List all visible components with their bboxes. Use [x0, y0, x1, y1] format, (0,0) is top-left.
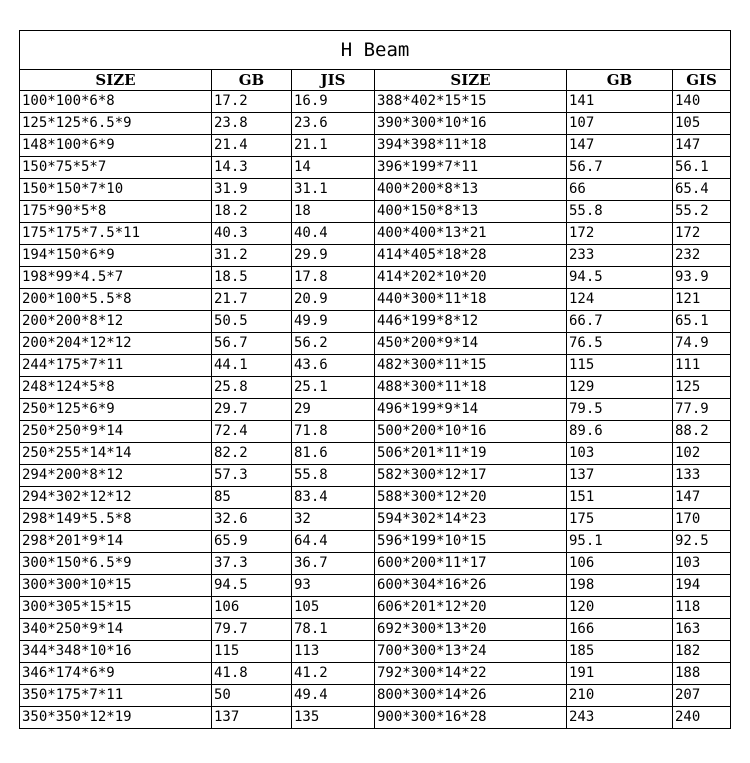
cell-size-left: 300*150*6.5*9 [20, 553, 212, 575]
cell-gb-right: 233 [567, 245, 673, 267]
cell-size-right: 800*300*14*26 [375, 685, 567, 707]
cell-gis: 74.9 [673, 333, 731, 355]
cell-size-left: 350*175*7*11 [20, 685, 212, 707]
cell-gis: 163 [673, 619, 731, 641]
cell-jis: 41.2 [292, 663, 375, 685]
cell-gb-right: 185 [567, 641, 673, 663]
table-row [20, 707, 731, 729]
cell-gb-left: 31.9 [212, 179, 292, 201]
cell-jis: 14 [292, 157, 375, 179]
cell-jis: 31.1 [292, 179, 375, 201]
cell-gb-left: 65.9 [212, 531, 292, 553]
cell-size-left: 125*125*6.5*9 [20, 113, 212, 135]
cell-size-left: 148*100*6*9 [20, 135, 212, 157]
cell-size-right: 488*300*11*18 [375, 377, 567, 399]
cell-gb-right: 115 [567, 355, 673, 377]
cell-gis: 118 [673, 597, 731, 619]
cell-gis: 65.1 [673, 311, 731, 333]
cell-gb-left: 94.5 [212, 575, 292, 597]
cell-jis: 20.9 [292, 289, 375, 311]
cell-size-left: 346*174*6*9 [20, 663, 212, 685]
cell-gis: 147 [673, 135, 731, 157]
table-row [20, 619, 731, 641]
cell-gis: 188 [673, 663, 731, 685]
cell-jis: 23.6 [292, 113, 375, 135]
cell-gb-left: 23.8 [212, 113, 292, 135]
cell-size-left: 194*150*6*9 [20, 245, 212, 267]
cell-gis: 125 [673, 377, 731, 399]
cell-size-left: 250*125*6*9 [20, 399, 212, 421]
cell-size-right: 700*300*13*24 [375, 641, 567, 663]
cell-gb-right: 66.7 [567, 311, 673, 333]
cell-gb-left: 37.3 [212, 553, 292, 575]
cell-size-left: 244*175*7*11 [20, 355, 212, 377]
cell-jis: 135 [292, 707, 375, 729]
cell-jis: 16.9 [292, 91, 375, 113]
cell-size-right: 440*300*11*18 [375, 289, 567, 311]
cell-size-right: 600*200*11*17 [375, 553, 567, 575]
table-title: H Beam [20, 31, 731, 70]
cell-size-right: 400*200*8*13 [375, 179, 567, 201]
cell-size-left: 300*300*10*15 [20, 575, 212, 597]
cell-gb-right: 198 [567, 575, 673, 597]
cell-gis: 92.5 [673, 531, 731, 553]
header-jis: JIS [292, 70, 375, 91]
cell-jis: 25.1 [292, 377, 375, 399]
cell-gis: 140 [673, 91, 731, 113]
table-row [20, 113, 731, 135]
cell-gb-left: 21.4 [212, 135, 292, 157]
cell-size-right: 582*300*12*17 [375, 465, 567, 487]
cell-gis: 65.4 [673, 179, 731, 201]
cell-gb-right: 66 [567, 179, 673, 201]
cell-gb-right: 56.7 [567, 157, 673, 179]
table-row [20, 377, 731, 399]
cell-gis: 147 [673, 487, 731, 509]
title-row [20, 31, 731, 70]
cell-gb-left: 57.3 [212, 465, 292, 487]
cell-gb-right: 141 [567, 91, 673, 113]
cell-gb-left: 56.7 [212, 333, 292, 355]
cell-size-right: 496*199*9*14 [375, 399, 567, 421]
cell-size-left: 250*255*14*14 [20, 443, 212, 465]
cell-jis: 71.8 [292, 421, 375, 443]
cell-jis: 83.4 [292, 487, 375, 509]
cell-jis: 40.4 [292, 223, 375, 245]
header-row [20, 70, 731, 91]
cell-gb-left: 85 [212, 487, 292, 509]
table-row [20, 399, 731, 421]
cell-gb-right: 55.8 [567, 201, 673, 223]
cell-gb-right: 76.5 [567, 333, 673, 355]
cell-gb-right: 106 [567, 553, 673, 575]
cell-gb-right: 137 [567, 465, 673, 487]
cell-gb-right: 243 [567, 707, 673, 729]
table-row [20, 267, 731, 289]
cell-gis: 77.9 [673, 399, 731, 421]
table-row [20, 641, 731, 663]
table-row [20, 465, 731, 487]
table-row [20, 487, 731, 509]
table-row [20, 201, 731, 223]
cell-gis: 194 [673, 575, 731, 597]
cell-gb-left: 82.2 [212, 443, 292, 465]
cell-gis: 56.1 [673, 157, 731, 179]
cell-gb-left: 18.5 [212, 267, 292, 289]
cell-gb-right: 129 [567, 377, 673, 399]
table-row [20, 553, 731, 575]
cell-size-left: 198*99*4.5*7 [20, 267, 212, 289]
cell-gis: 93.9 [673, 267, 731, 289]
cell-size-left: 250*250*9*14 [20, 421, 212, 443]
cell-jis: 36.7 [292, 553, 375, 575]
cell-gis: 170 [673, 509, 731, 531]
cell-gb-right: 124 [567, 289, 673, 311]
cell-size-left: 294*302*12*12 [20, 487, 212, 509]
table-row [20, 245, 731, 267]
cell-size-right: 446*199*8*12 [375, 311, 567, 333]
cell-gb-left: 21.7 [212, 289, 292, 311]
cell-gb-left: 18.2 [212, 201, 292, 223]
cell-size-right: 506*201*11*19 [375, 443, 567, 465]
table-row [20, 663, 731, 685]
cell-size-left: 200*100*5.5*8 [20, 289, 212, 311]
table-row [20, 575, 731, 597]
cell-gis: 88.2 [673, 421, 731, 443]
cell-jis: 49.9 [292, 311, 375, 333]
table-row [20, 157, 731, 179]
table-row [20, 135, 731, 157]
cell-size-left: 340*250*9*14 [20, 619, 212, 641]
cell-gis: 133 [673, 465, 731, 487]
cell-size-left: 150*150*7*10 [20, 179, 212, 201]
cell-gb-right: 151 [567, 487, 673, 509]
cell-jis: 78.1 [292, 619, 375, 641]
cell-gb-left: 40.3 [212, 223, 292, 245]
cell-gis: 182 [673, 641, 731, 663]
cell-size-right: 450*200*9*14 [375, 333, 567, 355]
cell-gb-left: 50.5 [212, 311, 292, 333]
cell-gis: 207 [673, 685, 731, 707]
table-row [20, 91, 731, 113]
cell-size-left: 175*175*7.5*11 [20, 223, 212, 245]
cell-size-right: 394*398*11*18 [375, 135, 567, 157]
cell-size-left: 298*201*9*14 [20, 531, 212, 553]
cell-size-left: 200*200*8*12 [20, 311, 212, 333]
cell-gb-right: 89.6 [567, 421, 673, 443]
cell-gis: 55.2 [673, 201, 731, 223]
cell-size-left: 294*200*8*12 [20, 465, 212, 487]
cell-size-left: 248*124*5*8 [20, 377, 212, 399]
table-row [20, 685, 731, 707]
cell-gb-right: 103 [567, 443, 673, 465]
cell-gb-left: 137 [212, 707, 292, 729]
table-row [20, 289, 731, 311]
table-row [20, 355, 731, 377]
cell-gis: 172 [673, 223, 731, 245]
cell-jis: 21.1 [292, 135, 375, 157]
cell-jis: 113 [292, 641, 375, 663]
cell-size-right: 692*300*13*20 [375, 619, 567, 641]
cell-size-left: 200*204*12*12 [20, 333, 212, 355]
cell-gb-right: 210 [567, 685, 673, 707]
cell-size-left: 300*305*15*15 [20, 597, 212, 619]
cell-size-left: 175*90*5*8 [20, 201, 212, 223]
header-size-right: SIZE [375, 70, 567, 91]
cell-gb-left: 17.2 [212, 91, 292, 113]
cell-size-right: 588*300*12*20 [375, 487, 567, 509]
cell-size-left: 344*348*10*16 [20, 641, 212, 663]
cell-gis: 105 [673, 113, 731, 135]
cell-jis: 43.6 [292, 355, 375, 377]
cell-jis: 55.8 [292, 465, 375, 487]
cell-size-right: 600*304*16*26 [375, 575, 567, 597]
cell-gb-right: 94.5 [567, 267, 673, 289]
cell-jis: 81.6 [292, 443, 375, 465]
cell-gb-right: 175 [567, 509, 673, 531]
cell-gb-left: 106 [212, 597, 292, 619]
cell-size-right: 390*300*10*16 [375, 113, 567, 135]
cell-gb-left: 44.1 [212, 355, 292, 377]
cell-gis: 232 [673, 245, 731, 267]
cell-gb-left: 50 [212, 685, 292, 707]
cell-size-left: 350*350*12*19 [20, 707, 212, 729]
cell-size-right: 400*150*8*13 [375, 201, 567, 223]
cell-gis: 240 [673, 707, 731, 729]
cell-jis: 17.8 [292, 267, 375, 289]
cell-jis: 18 [292, 201, 375, 223]
cell-gb-right: 147 [567, 135, 673, 157]
cell-jis: 93 [292, 575, 375, 597]
header-gb-right: GB [567, 70, 673, 91]
cell-size-left: 150*75*5*7 [20, 157, 212, 179]
cell-gb-left: 79.7 [212, 619, 292, 641]
cell-size-left: 298*149*5.5*8 [20, 509, 212, 531]
table-row [20, 531, 731, 553]
cell-gb-left: 41.8 [212, 663, 292, 685]
cell-size-right: 482*300*11*15 [375, 355, 567, 377]
cell-jis: 105 [292, 597, 375, 619]
table-row [20, 597, 731, 619]
cell-size-right: 606*201*12*20 [375, 597, 567, 619]
h-beam-table-container [19, 30, 730, 729]
table-row [20, 223, 731, 245]
cell-gb-left: 115 [212, 641, 292, 663]
cell-gis: 121 [673, 289, 731, 311]
cell-gis: 102 [673, 443, 731, 465]
cell-jis: 49.4 [292, 685, 375, 707]
cell-gb-left: 32.6 [212, 509, 292, 531]
cell-gb-left: 72.4 [212, 421, 292, 443]
cell-jis: 32 [292, 509, 375, 531]
cell-gb-left: 14.3 [212, 157, 292, 179]
h-beam-table [19, 30, 731, 729]
cell-gb-left: 29.7 [212, 399, 292, 421]
cell-gb-left: 25.8 [212, 377, 292, 399]
cell-gis: 111 [673, 355, 731, 377]
table-row [20, 179, 731, 201]
cell-jis: 64.4 [292, 531, 375, 553]
cell-size-right: 792*300*14*22 [375, 663, 567, 685]
cell-size-right: 396*199*7*11 [375, 157, 567, 179]
cell-gb-right: 79.5 [567, 399, 673, 421]
cell-size-right: 594*302*14*23 [375, 509, 567, 531]
cell-size-right: 400*400*13*21 [375, 223, 567, 245]
cell-gis: 103 [673, 553, 731, 575]
cell-size-right: 596*199*10*15 [375, 531, 567, 553]
cell-gb-right: 120 [567, 597, 673, 619]
cell-jis: 29 [292, 399, 375, 421]
table-body [20, 91, 731, 729]
cell-size-right: 414*405*18*28 [375, 245, 567, 267]
cell-size-right: 500*200*10*16 [375, 421, 567, 443]
cell-gb-right: 172 [567, 223, 673, 245]
cell-gb-left: 31.2 [212, 245, 292, 267]
cell-jis: 56.2 [292, 333, 375, 355]
table-row [20, 443, 731, 465]
cell-size-right: 900*300*16*28 [375, 707, 567, 729]
table-row [20, 509, 731, 531]
cell-size-left: 100*100*6*8 [20, 91, 212, 113]
cell-gb-right: 95.1 [567, 531, 673, 553]
header-size-left: SIZE [20, 70, 212, 91]
cell-jis: 29.9 [292, 245, 375, 267]
header-gis: GIS [673, 70, 731, 91]
table-row [20, 333, 731, 355]
cell-gb-right: 107 [567, 113, 673, 135]
cell-gb-right: 191 [567, 663, 673, 685]
table-row [20, 311, 731, 333]
table-row [20, 421, 731, 443]
cell-gb-right: 166 [567, 619, 673, 641]
cell-size-right: 414*202*10*20 [375, 267, 567, 289]
header-gb-left: GB [212, 70, 292, 91]
cell-size-right: 388*402*15*15 [375, 91, 567, 113]
